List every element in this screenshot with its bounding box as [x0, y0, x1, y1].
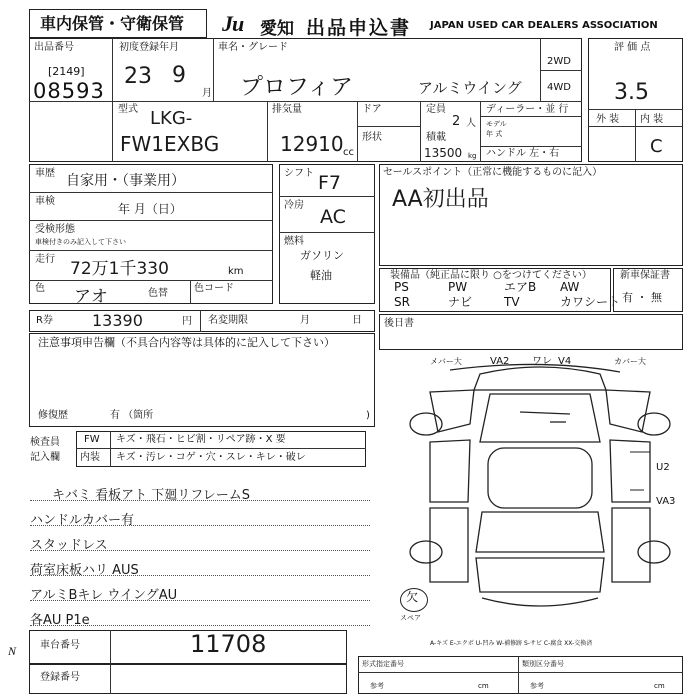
inspector-label: 検査員	[30, 437, 60, 448]
exterior-label: 外 装	[596, 114, 620, 125]
fw-label: FW	[84, 434, 100, 445]
lot-label: 出品番号	[34, 42, 74, 53]
diagram-mark-1: メバー大	[430, 357, 462, 366]
cooler-label: 冷房	[284, 200, 304, 211]
sales-label: セールスポイント（正常に機能するものに記入）	[383, 167, 603, 178]
cm-2: cm	[654, 682, 665, 690]
interior-items: キズ・汚レ・コゲ・穴・スレ・キレ・破レ	[116, 452, 306, 463]
spare-label: スペア	[400, 614, 421, 622]
diagram-mark-5: カバー大	[614, 357, 646, 366]
ticket-value: 13390	[92, 311, 143, 330]
repair-close: )	[366, 410, 370, 421]
fw-items: キズ・飛石・ヒビ割・リペア跡・X 要	[116, 434, 286, 445]
equipment-item: エアB	[504, 280, 537, 294]
ticket-day: 日	[352, 315, 362, 326]
first-reg-year: 23	[124, 64, 152, 89]
color-value: アオ	[74, 287, 108, 307]
drive-2wd: 2WD	[547, 56, 571, 67]
model-line2: FW1EXBG	[120, 132, 220, 156]
displacement-label: 排気量	[272, 104, 302, 115]
equipment-item: SR	[394, 295, 410, 309]
inspection-label: 車検	[35, 196, 55, 207]
remark-rule	[30, 525, 370, 526]
diagram-mark-3: ワレ	[532, 356, 552, 367]
equipment-item: ナビ	[448, 295, 473, 309]
chassis-label: 車台番号	[40, 640, 80, 651]
remark-line: スタッドレス	[30, 538, 108, 553]
equipment-item: TV	[504, 295, 520, 309]
first-reg-month: 9	[172, 63, 186, 88]
n-mark: N	[8, 644, 17, 658]
lot-small: [2149]	[48, 65, 85, 78]
color-label: 色	[35, 283, 45, 294]
ju-logo: Ju	[222, 11, 244, 36]
interior-grade: C	[650, 136, 663, 157]
inspector-label2: 記入欄	[30, 452, 60, 463]
recycle-label: 新車保証書	[620, 270, 670, 281]
remark-rule	[30, 600, 370, 601]
storage-label: 車内保管・守衛保管	[40, 14, 185, 33]
category-designation: 類別区分番号	[522, 660, 564, 668]
sales-text: AA初出品	[392, 187, 489, 212]
score-label: 評 価 点	[614, 42, 651, 53]
equipment-label: 装備品（純正品に限り ○をつけてください）	[390, 270, 592, 281]
ticket-yen: 円	[182, 316, 192, 327]
model-line1: LKG-	[150, 108, 193, 129]
diagram-mark-u2: U2	[656, 462, 670, 473]
equipment-item: PW	[448, 280, 468, 294]
history-label: 車歴	[35, 168, 55, 179]
remark-rule	[30, 575, 370, 576]
later-docs-label: 後日書	[384, 318, 414, 329]
remark-line: ハンドルカバー有	[30, 513, 135, 528]
ticket-box	[29, 310, 375, 332]
designation-box	[358, 656, 683, 694]
shape-label: 形状	[362, 132, 382, 143]
fuel-value1: ガソリン	[300, 249, 344, 262]
handle-label: ハンドル 左・右	[486, 148, 560, 159]
km-unit: km	[228, 266, 244, 277]
capacity-label: 定員	[426, 104, 446, 115]
year-label: 年 式	[486, 130, 503, 138]
dealer-label: ディーラー・並 行	[486, 104, 569, 115]
equipment-item: カワシート	[560, 295, 621, 309]
equipment-item: PS	[394, 280, 409, 294]
history-value: 自家用・（事業用）	[66, 173, 185, 189]
shift-label: シフト	[284, 168, 314, 179]
acceptance-label: 受検形態	[35, 224, 75, 235]
ticket-month: 月	[300, 315, 310, 326]
mileage-value: 72万1千330	[70, 259, 169, 279]
color-code-label: 色コード	[194, 283, 234, 294]
vehicle-damage-diagram	[390, 352, 690, 642]
form-designation: 形式指定番号	[362, 660, 404, 668]
model-year-label: モデル	[486, 120, 507, 128]
inspection-interior-label: 内装	[80, 452, 100, 463]
first-reg-label: 初度登録年月	[119, 42, 179, 53]
remark-line: 各AU P1e	[30, 613, 90, 628]
form-title: 出品申込書	[306, 17, 412, 39]
ref-1: 参考	[370, 682, 384, 690]
displacement: 12910	[280, 132, 344, 156]
remark-line: キバミ 看板アト 下廻リフレームS	[52, 488, 250, 503]
car-name-label: 車名・グレード	[218, 42, 288, 53]
equipment-item: AW	[560, 280, 580, 294]
sales-box	[379, 164, 683, 266]
recycle-options: 有 ・ 無	[622, 291, 662, 304]
grade: アルミウイング	[418, 79, 522, 97]
color-note: 色替	[148, 288, 168, 299]
lot-number: 08593	[33, 79, 105, 103]
interior-label: 内 装	[640, 114, 664, 125]
notes-label: 注意事項申告欄（不具合内容等は具体的に記入して下さい）	[38, 336, 335, 349]
diagram-mark-2: VA2	[490, 356, 510, 367]
later-docs-box	[379, 314, 683, 350]
kg-unit: kg	[468, 152, 477, 160]
score: 3.5	[614, 80, 649, 105]
cooler-value: AC	[320, 206, 346, 228]
fuel-label: 燃料	[284, 236, 304, 247]
cc-unit: cc	[343, 147, 354, 158]
association-name: JAPAN USED CAR DEALERS ASSOCIATION	[430, 20, 658, 31]
org-name: 愛知	[260, 19, 294, 39]
diagram-mark-va3: VA3	[656, 496, 676, 507]
ref-2: 参考	[530, 682, 544, 690]
chassis-value: 11708	[190, 630, 267, 658]
reg-label: 登録番号	[40, 672, 80, 683]
spare-mark: 欠	[406, 590, 419, 604]
load-value: 13500	[424, 146, 463, 160]
cm-1: cm	[478, 682, 489, 690]
ticket-label: R券	[36, 315, 53, 326]
model-label: 型式	[118, 104, 138, 115]
diagram-mark-4: V4	[558, 356, 572, 367]
inspection-value: 年 月（日）	[118, 202, 182, 216]
remark-rule	[30, 550, 370, 551]
diagram-legend: A-キズ E-エクボ U-凹み W-補修跡 S-サビ C-腐食 XX-交換済	[430, 640, 593, 647]
capacity-value: 2	[452, 114, 461, 129]
remark-line: 荷室床板ハリ AUS	[30, 563, 139, 578]
fuel-value2: 軽油	[310, 269, 332, 282]
mileage-label: 走行	[35, 254, 55, 265]
repair-value: 有 （箇所	[110, 410, 154, 421]
drive-4wd: 4WD	[547, 82, 571, 93]
capacity-unit: 人	[466, 118, 476, 129]
car-name: プロフィア	[240, 74, 354, 100]
acceptance-note: 車検付きのみ記入して下さい	[35, 238, 126, 246]
remark-rule	[30, 500, 370, 501]
month-unit: 月	[202, 88, 212, 99]
repair-label: 修復歴	[38, 410, 68, 421]
remark-rule	[30, 625, 370, 626]
remark-line: アルミBキレ ウイングAU	[30, 588, 178, 603]
doors-label: ドア	[362, 104, 382, 115]
shift-value: F7	[318, 172, 342, 194]
load-label: 積載	[426, 132, 446, 143]
name-change-label: 名変期限	[208, 315, 248, 326]
